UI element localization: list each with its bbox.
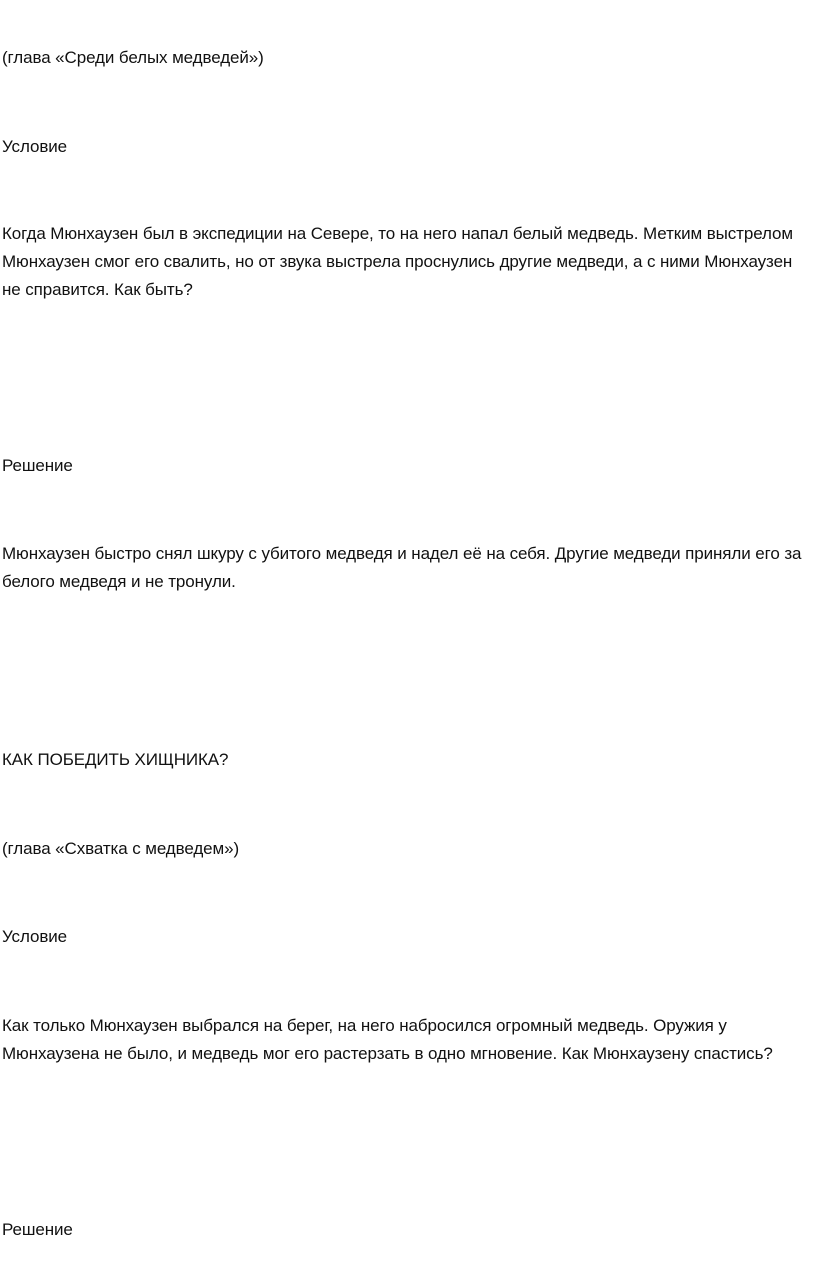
solution-heading: Решение: [2, 456, 73, 475]
solution-heading: Решение: [2, 1220, 73, 1239]
condition-text: Когда Мюнхаузен был в экспедиции на Севере, то на него напал белый медведь. Метким выстрелом Мюнхаузен смог его свалить, но от звука выстрела проснулись другие медведи, а с ними Мюнхаузен не справится. Как быть?: [2, 224, 798, 299]
solution-text: Мюнхаузен быстро снял шкуру с убитого медведя и надел её на себя. Другие медведи приняли его за белого медведя и не тронули.: [2, 544, 806, 591]
condition-text: Как только Мюнхаузен выбрался на берег, на него набросился огромный медведь. Оружия у Мюнхаузена не было, и медведь мог его растерзать в одно мгновение. Как Мюнхаузену спастись?: [2, 1016, 773, 1063]
section-title: КАК ПОБЕДИТЬ ХИЩНИКА?: [2, 750, 229, 769]
condition-heading: Условие: [2, 927, 68, 946]
condition-heading: Условие: [2, 137, 68, 156]
chapter-note: (глава «Среди белых медведей»): [2, 48, 264, 67]
chapter-note: (глава «Схватка с медведем»): [2, 839, 240, 858]
